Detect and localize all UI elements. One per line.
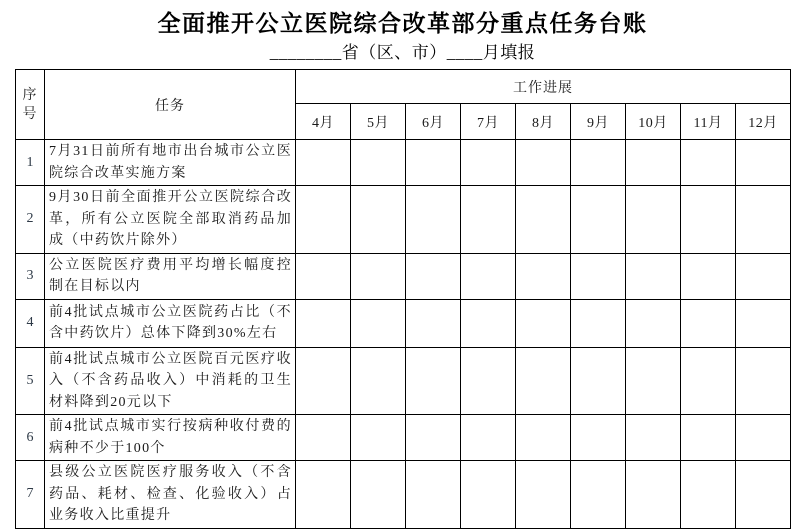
table-row	[16, 299, 791, 347]
progress-cell	[406, 461, 461, 529]
task-cell: 前4批试点城市公立医院药占比（不含中药饮片）总体下降到30%左右	[45, 299, 296, 347]
progress-cell	[681, 299, 736, 347]
progress-cell	[516, 253, 571, 299]
column-header-progress: 工作进展	[296, 70, 791, 104]
progress-cell	[736, 253, 791, 299]
month-header: 6月	[406, 104, 461, 140]
progress-cell	[626, 140, 681, 186]
progress-cell	[351, 299, 406, 347]
task-cell: 县级公立医院医疗服务收入（不含药品、耗材、检查、化验收入）占业务收入比重提升	[45, 461, 296, 529]
task-cell: 9月30日前全面推开公立医院综合改革，所有公立医院全部取消药品加成（中药饮片除外）	[45, 186, 296, 254]
month-header: 5月	[351, 104, 406, 140]
progress-cell	[736, 186, 791, 254]
progress-cell	[461, 415, 516, 461]
progress-cell	[406, 347, 461, 415]
column-header-index: 序号	[16, 70, 45, 140]
progress-cell	[571, 186, 626, 254]
progress-cell	[736, 347, 791, 415]
progress-cell	[351, 347, 406, 415]
progress-cell	[351, 253, 406, 299]
progress-cell	[571, 253, 626, 299]
progress-cell	[296, 347, 351, 415]
row-number-cell: 5	[16, 347, 45, 415]
progress-cell	[681, 186, 736, 254]
progress-cell	[571, 415, 626, 461]
progress-cell	[351, 461, 406, 529]
row-number-cell: 1	[16, 140, 45, 186]
month-header: 12月	[736, 104, 791, 140]
progress-cell	[461, 461, 516, 529]
progress-cell	[681, 253, 736, 299]
page-subtitle: ________省（区、市）____月填报	[269, 43, 536, 62]
task-cell: 7月31日前所有地市出台城市公立医院综合改革实施方案	[45, 140, 296, 186]
table-row	[16, 415, 791, 461]
progress-cell	[461, 253, 516, 299]
progress-cell	[406, 415, 461, 461]
progress-cell	[681, 461, 736, 529]
task-cell: 前4批试点城市实行按病种收付费的病种不少于100个	[45, 415, 296, 461]
row-number-cell: 6	[16, 415, 45, 461]
progress-cell	[626, 415, 681, 461]
month-header: 4月	[296, 104, 351, 140]
progress-cell	[296, 186, 351, 254]
row-number-cell: 4	[16, 299, 45, 347]
progress-cell	[296, 299, 351, 347]
progress-cell	[681, 347, 736, 415]
progress-cell	[626, 461, 681, 529]
progress-cell	[516, 461, 571, 529]
progress-cell	[406, 253, 461, 299]
progress-cell	[296, 415, 351, 461]
month-header: 8月	[516, 104, 571, 140]
progress-cell	[461, 347, 516, 415]
progress-cell	[571, 347, 626, 415]
progress-cell	[406, 140, 461, 186]
progress-cell	[571, 140, 626, 186]
table-row	[16, 140, 791, 186]
progress-cell	[296, 461, 351, 529]
progress-cell	[681, 415, 736, 461]
column-header-task: 任务	[45, 70, 296, 140]
progress-cell	[406, 186, 461, 254]
progress-cell	[736, 415, 791, 461]
progress-cell	[461, 299, 516, 347]
month-header: 10月	[626, 104, 681, 140]
task-cell: 公立医院医疗费用平均增长幅度控制在目标以内	[45, 253, 296, 299]
progress-cell	[461, 140, 516, 186]
progress-cell	[736, 140, 791, 186]
progress-cell	[516, 140, 571, 186]
progress-cell	[406, 299, 461, 347]
progress-cell	[626, 186, 681, 254]
table-row	[16, 253, 791, 299]
progress-cell	[626, 253, 681, 299]
progress-cell	[626, 347, 681, 415]
progress-cell	[681, 140, 736, 186]
progress-cell	[516, 186, 571, 254]
table-row	[16, 461, 791, 529]
row-number-cell: 2	[16, 186, 45, 254]
table-row	[16, 347, 791, 415]
month-header: 11月	[681, 104, 736, 140]
page-title: 全面推开公立医院综合改革部分重点任务台账	[157, 11, 648, 36]
row-number-cell: 7	[16, 461, 45, 529]
task-cell: 前4批试点城市公立医院百元医疗收入（不含药品收入）中消耗的卫生材料降到20元以下	[45, 347, 296, 415]
progress-cell	[516, 347, 571, 415]
header-row-top	[16, 70, 791, 104]
month-header: 9月	[571, 104, 626, 140]
progress-cell	[571, 461, 626, 529]
progress-cell	[516, 415, 571, 461]
progress-cell	[296, 140, 351, 186]
progress-cell	[626, 299, 681, 347]
table-row	[16, 186, 791, 254]
progress-cell	[736, 461, 791, 529]
progress-cell	[571, 299, 626, 347]
progress-cell	[351, 140, 406, 186]
month-header: 7月	[461, 104, 516, 140]
progress-cell	[461, 186, 516, 254]
progress-cell	[296, 253, 351, 299]
progress-cell	[351, 415, 406, 461]
progress-cell	[516, 299, 571, 347]
row-number-cell: 3	[16, 253, 45, 299]
progress-cell	[351, 186, 406, 254]
progress-cell	[736, 299, 791, 347]
task-ledger-table	[15, 69, 791, 529]
